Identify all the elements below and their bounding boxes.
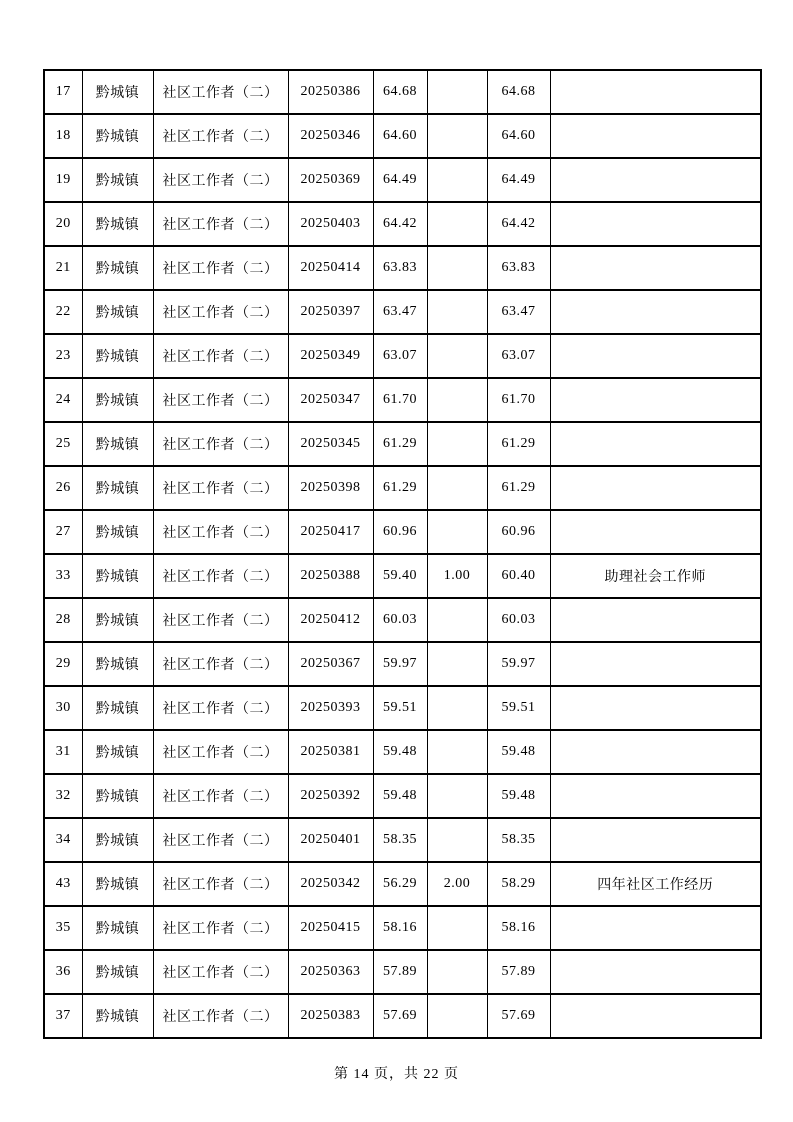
total-score-cell: 58.29 — [487, 862, 550, 906]
total-score-cell: 63.47 — [487, 290, 550, 334]
rank-cell: 26 — [44, 466, 82, 510]
score-table-body — [44, 70, 761, 1038]
remark-cell — [550, 114, 761, 158]
total-score-cell: 58.35 — [487, 818, 550, 862]
town-cell: 黔城镇 — [82, 862, 153, 906]
exam-number-cell: 20250383 — [288, 994, 373, 1038]
bonus-score-cell — [427, 114, 487, 158]
written-score-cell: 59.51 — [373, 686, 427, 730]
table-row — [44, 818, 761, 862]
bonus-score-cell — [427, 290, 487, 334]
town-cell: 黔城镇 — [82, 466, 153, 510]
town-cell: 黔城镇 — [82, 202, 153, 246]
rank-cell: 17 — [44, 70, 82, 114]
position-cell: 社区工作者（二） — [153, 994, 288, 1038]
town-cell: 黔城镇 — [82, 378, 153, 422]
position-cell: 社区工作者（二） — [153, 686, 288, 730]
total-score-cell: 57.89 — [487, 950, 550, 994]
written-score-cell: 64.60 — [373, 114, 427, 158]
town-cell: 黔城镇 — [82, 246, 153, 290]
remark-cell — [550, 686, 761, 730]
rank-cell: 33 — [44, 554, 82, 598]
written-score-cell: 59.40 — [373, 554, 427, 598]
bonus-score-cell — [427, 774, 487, 818]
exam-number-cell: 20250417 — [288, 510, 373, 554]
table-row — [44, 774, 761, 818]
remark-cell — [550, 202, 761, 246]
bonus-score-cell — [427, 334, 487, 378]
bonus-score-cell — [427, 378, 487, 422]
table-row — [44, 994, 761, 1038]
score-table — [43, 69, 762, 1039]
remark-cell: 助理社会工作师 — [550, 554, 761, 598]
written-score-cell: 59.48 — [373, 774, 427, 818]
town-cell: 黔城镇 — [82, 686, 153, 730]
town-cell: 黔城镇 — [82, 994, 153, 1038]
remark-cell — [550, 158, 761, 202]
town-cell: 黔城镇 — [82, 114, 153, 158]
bonus-score-cell: 1.00 — [427, 554, 487, 598]
remark-cell — [550, 642, 761, 686]
remark-cell — [550, 334, 761, 378]
exam-number-cell: 20250388 — [288, 554, 373, 598]
rank-cell: 29 — [44, 642, 82, 686]
position-cell: 社区工作者（二） — [153, 642, 288, 686]
table-row — [44, 554, 761, 598]
written-score-cell: 64.49 — [373, 158, 427, 202]
total-score-cell: 59.97 — [487, 642, 550, 686]
table-row — [44, 202, 761, 246]
written-score-cell: 61.29 — [373, 466, 427, 510]
written-score-cell: 60.03 — [373, 598, 427, 642]
rank-cell: 23 — [44, 334, 82, 378]
remark-cell — [550, 906, 761, 950]
table-row — [44, 906, 761, 950]
table-row — [44, 378, 761, 422]
position-cell: 社区工作者（二） — [153, 422, 288, 466]
position-cell: 社区工作者（二） — [153, 334, 288, 378]
table-row — [44, 598, 761, 642]
total-score-cell: 59.48 — [487, 774, 550, 818]
total-score-cell: 64.49 — [487, 158, 550, 202]
remark-cell — [550, 70, 761, 114]
total-score-cell: 63.83 — [487, 246, 550, 290]
exam-number-cell: 20250347 — [288, 378, 373, 422]
rank-cell: 20 — [44, 202, 82, 246]
position-cell: 社区工作者（二） — [153, 950, 288, 994]
bonus-score-cell — [427, 730, 487, 774]
position-cell: 社区工作者（二） — [153, 818, 288, 862]
table-row — [44, 290, 761, 334]
position-cell: 社区工作者（二） — [153, 598, 288, 642]
written-score-cell: 56.29 — [373, 862, 427, 906]
town-cell: 黔城镇 — [82, 422, 153, 466]
bonus-score-cell — [427, 906, 487, 950]
total-score-cell: 64.68 — [487, 70, 550, 114]
position-cell: 社区工作者（二） — [153, 114, 288, 158]
town-cell: 黔城镇 — [82, 642, 153, 686]
remark-cell — [550, 950, 761, 994]
rank-cell: 34 — [44, 818, 82, 862]
position-cell: 社区工作者（二） — [153, 378, 288, 422]
remark-cell — [550, 994, 761, 1038]
table-row — [44, 510, 761, 554]
table-row — [44, 246, 761, 290]
written-score-cell: 60.96 — [373, 510, 427, 554]
total-score-cell: 59.51 — [487, 686, 550, 730]
table-row — [44, 466, 761, 510]
town-cell: 黔城镇 — [82, 70, 153, 114]
remark-cell — [550, 730, 761, 774]
rank-cell: 18 — [44, 114, 82, 158]
table-row — [44, 334, 761, 378]
position-cell: 社区工作者（二） — [153, 906, 288, 950]
written-score-cell: 64.42 — [373, 202, 427, 246]
rank-cell: 43 — [44, 862, 82, 906]
total-score-cell: 63.07 — [487, 334, 550, 378]
bonus-score-cell — [427, 70, 487, 114]
bonus-score-cell — [427, 422, 487, 466]
total-score-cell: 58.16 — [487, 906, 550, 950]
bonus-score-cell — [427, 686, 487, 730]
bonus-score-cell — [427, 818, 487, 862]
bonus-score-cell: 2.00 — [427, 862, 487, 906]
exam-number-cell: 20250367 — [288, 642, 373, 686]
bonus-score-cell — [427, 466, 487, 510]
rank-cell: 32 — [44, 774, 82, 818]
exam-number-cell: 20250392 — [288, 774, 373, 818]
town-cell: 黔城镇 — [82, 290, 153, 334]
rank-cell: 24 — [44, 378, 82, 422]
bonus-score-cell — [427, 994, 487, 1038]
remark-cell — [550, 510, 761, 554]
total-score-cell: 60.40 — [487, 554, 550, 598]
rank-cell: 30 — [44, 686, 82, 730]
table-row — [44, 642, 761, 686]
remark-cell — [550, 774, 761, 818]
table-row — [44, 686, 761, 730]
written-score-cell: 58.16 — [373, 906, 427, 950]
rank-cell: 27 — [44, 510, 82, 554]
table-row — [44, 70, 761, 114]
exam-number-cell: 20250397 — [288, 290, 373, 334]
table-row — [44, 158, 761, 202]
exam-number-cell: 20250412 — [288, 598, 373, 642]
bonus-score-cell — [427, 950, 487, 994]
exam-number-cell: 20250345 — [288, 422, 373, 466]
exam-number-cell: 20250342 — [288, 862, 373, 906]
rank-cell: 21 — [44, 246, 82, 290]
remark-cell: 四年社区工作经历 — [550, 862, 761, 906]
town-cell: 黔城镇 — [82, 554, 153, 598]
remark-cell — [550, 598, 761, 642]
bonus-score-cell — [427, 510, 487, 554]
rank-cell: 37 — [44, 994, 82, 1038]
written-score-cell: 59.97 — [373, 642, 427, 686]
position-cell: 社区工作者（二） — [153, 290, 288, 334]
total-score-cell: 60.03 — [487, 598, 550, 642]
written-score-cell: 61.29 — [373, 422, 427, 466]
total-score-cell: 64.42 — [487, 202, 550, 246]
rank-cell: 25 — [44, 422, 82, 466]
town-cell: 黔城镇 — [82, 774, 153, 818]
exam-number-cell: 20250369 — [288, 158, 373, 202]
total-score-cell: 61.29 — [487, 422, 550, 466]
rank-cell: 36 — [44, 950, 82, 994]
position-cell: 社区工作者（二） — [153, 862, 288, 906]
position-cell: 社区工作者（二） — [153, 730, 288, 774]
town-cell: 黔城镇 — [82, 906, 153, 950]
town-cell: 黔城镇 — [82, 730, 153, 774]
position-cell: 社区工作者（二） — [153, 510, 288, 554]
total-score-cell: 64.60 — [487, 114, 550, 158]
remark-cell — [550, 290, 761, 334]
exam-number-cell: 20250398 — [288, 466, 373, 510]
remark-cell — [550, 818, 761, 862]
town-cell: 黔城镇 — [82, 158, 153, 202]
position-cell: 社区工作者（二） — [153, 466, 288, 510]
written-score-cell: 58.35 — [373, 818, 427, 862]
total-score-cell: 57.69 — [487, 994, 550, 1038]
town-cell: 黔城镇 — [82, 334, 153, 378]
rank-cell: 31 — [44, 730, 82, 774]
exam-number-cell: 20250401 — [288, 818, 373, 862]
position-cell: 社区工作者（二） — [153, 158, 288, 202]
written-score-cell: 59.48 — [373, 730, 427, 774]
position-cell: 社区工作者（二） — [153, 70, 288, 114]
table-row — [44, 950, 761, 994]
exam-number-cell: 20250393 — [288, 686, 373, 730]
town-cell: 黔城镇 — [82, 598, 153, 642]
remark-cell — [550, 466, 761, 510]
rank-cell: 35 — [44, 906, 82, 950]
position-cell: 社区工作者（二） — [153, 554, 288, 598]
written-score-cell: 57.89 — [373, 950, 427, 994]
written-score-cell: 63.83 — [373, 246, 427, 290]
written-score-cell: 63.47 — [373, 290, 427, 334]
written-score-cell: 61.70 — [373, 378, 427, 422]
exam-number-cell: 20250386 — [288, 70, 373, 114]
exam-number-cell: 20250415 — [288, 906, 373, 950]
bonus-score-cell — [427, 202, 487, 246]
exam-number-cell: 20250363 — [288, 950, 373, 994]
total-score-cell: 60.96 — [487, 510, 550, 554]
bonus-score-cell — [427, 642, 487, 686]
exam-number-cell: 20250381 — [288, 730, 373, 774]
rank-cell: 22 — [44, 290, 82, 334]
remark-cell — [550, 422, 761, 466]
town-cell: 黔城镇 — [82, 510, 153, 554]
remark-cell — [550, 246, 761, 290]
table-row — [44, 114, 761, 158]
exam-number-cell: 20250403 — [288, 202, 373, 246]
position-cell: 社区工作者（二） — [153, 774, 288, 818]
total-score-cell: 61.70 — [487, 378, 550, 422]
table-row — [44, 862, 761, 906]
town-cell: 黔城镇 — [82, 818, 153, 862]
total-score-cell: 59.48 — [487, 730, 550, 774]
written-score-cell: 57.69 — [373, 994, 427, 1038]
rank-cell: 28 — [44, 598, 82, 642]
page-number-footer: 第 14 页，共 22 页 — [334, 1067, 459, 1082]
exam-number-cell: 20250414 — [288, 246, 373, 290]
rank-cell: 19 — [44, 158, 82, 202]
bonus-score-cell — [427, 598, 487, 642]
town-cell: 黔城镇 — [82, 950, 153, 994]
exam-number-cell: 20250349 — [288, 334, 373, 378]
table-row — [44, 422, 761, 466]
remark-cell — [550, 378, 761, 422]
bonus-score-cell — [427, 158, 487, 202]
total-score-cell: 61.29 — [487, 466, 550, 510]
table-row — [44, 730, 761, 774]
exam-number-cell: 20250346 — [288, 114, 373, 158]
position-cell: 社区工作者（二） — [153, 202, 288, 246]
written-score-cell: 64.68 — [373, 70, 427, 114]
bonus-score-cell — [427, 246, 487, 290]
position-cell: 社区工作者（二） — [153, 246, 288, 290]
written-score-cell: 63.07 — [373, 334, 427, 378]
